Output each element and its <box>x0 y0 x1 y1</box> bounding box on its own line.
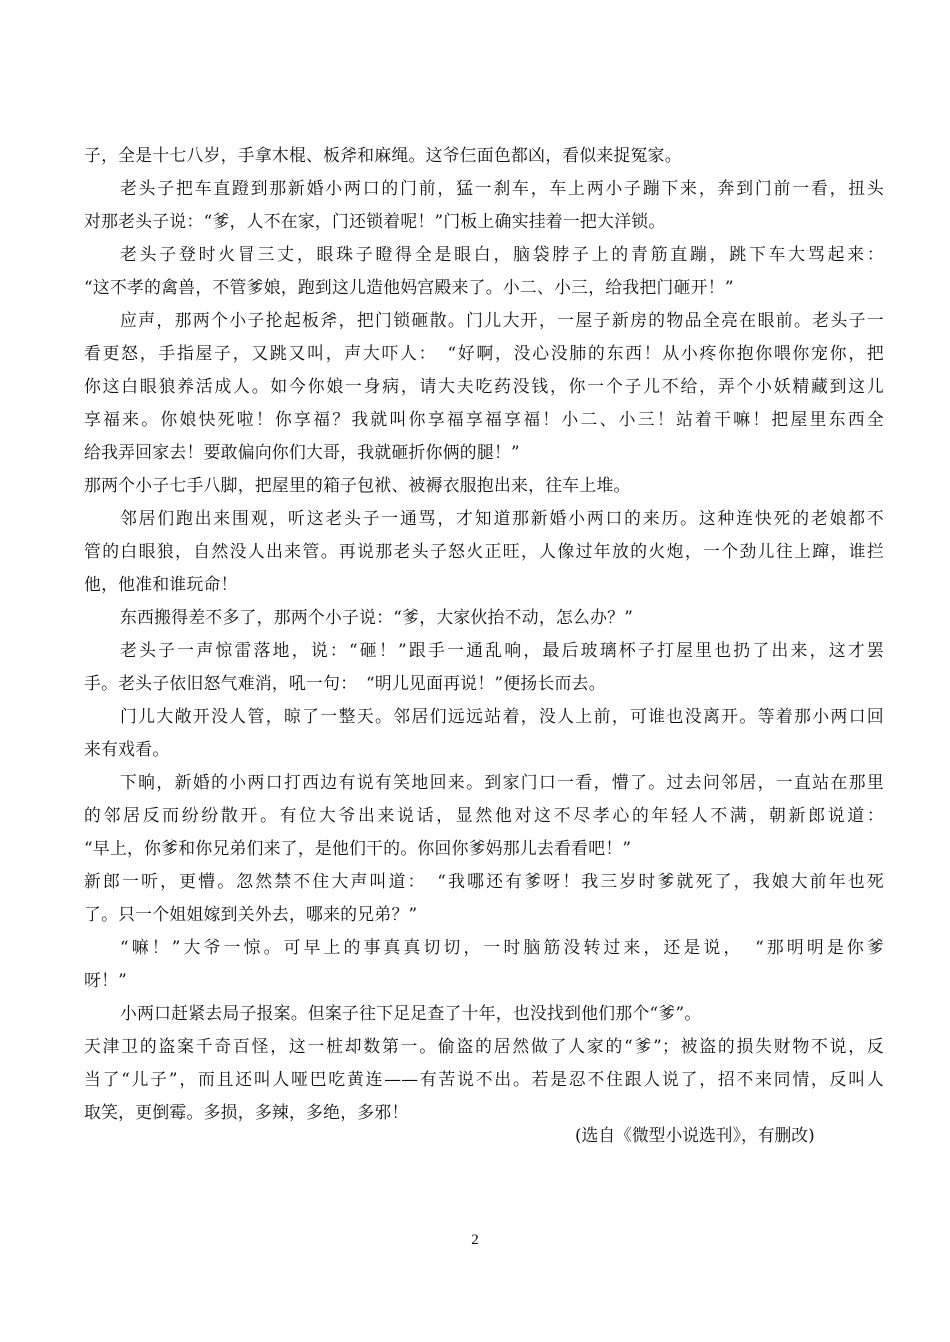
text-line: 应声，那两个小子抡起板斧，把门锁砸散。门儿大开，一屋子新房的物品全亮在眼前。老头子一 <box>120 310 884 330</box>
text-line: 老头子登时火冒三丈，眼珠子瞪得全是眼白，脑袋脖子上的青筋直蹦，跳下车大骂起来： <box>120 244 884 264</box>
text-line: 当了“儿子”，而且还叫人哑巴吃黄连——有苦说不出。若是忍不住跟人说了，招不来同情，反叫人 <box>84 1069 884 1089</box>
text-line: 那两个小子七手八脚，把屋里的箱子包袱、被褥衣服抱出来，往车上堆。 <box>84 475 631 495</box>
text-line: 享福来。你娘快死啦！你享福？我就叫你享福享福享福！小二、小三！站着干嘛！把屋里东西全 <box>84 409 884 429</box>
text-line: 子，全是十七八岁，手拿木棍、板斧和麻绳。这爷仨面色都凶，看似来捉冤家。 <box>84 145 682 165</box>
text-line: 了。只一个姐姐嫁到关外去，哪来的兄弟？” <box>84 904 418 924</box>
text-line: 的邻居反而纷纷散开。有位大爷出来说话，显然他对这不尽孝心的年轻人不满，朝新郎说道： <box>84 805 884 825</box>
text-line: 给我弄回家去！要敢偏向你们大哥，我就砸折你俩的腿！” <box>84 442 520 462</box>
text-line: 天津卫的盗案千奇百怪，这一桩却数第一。偷盗的居然做了人家的“爹”；被盗的损失财物不说，反 <box>84 1036 884 1056</box>
text-line: “嘛！”大爷一惊。可早上的事真真切切，一时脑筋没转过来，还是说， “那明明是你爹 <box>120 937 884 957</box>
text-line: 老头子把车直蹬到那新婚小两口的门前，猛一刹车，车上两小子蹦下来，奔到门前一看，扭头 <box>120 178 884 198</box>
text-line: 门儿大敞开没人管，晾了一整天。邻居们远远站着，没人上前，可谁也没离开。等着那小两口回 <box>120 706 884 726</box>
text-line: 手。老头子依旧怒气难消，吼一句： “明儿见面再说！”便扬长而去。 <box>84 673 606 693</box>
text-line: “早上，你爹和你兄弟们来了，是他们干的。你回你爹妈那儿去看看吧！” <box>84 838 632 858</box>
text-line: 他，他准和谁玩命！ <box>84 574 238 594</box>
text-line: 管的白眼狼，自然没人出来管。再说那老头子怒火正旺，人像过年放的火炮，一个劲儿往上蹿，谁拦 <box>84 541 884 561</box>
text-line: 对那老头子说：“爹，人不在家，门还锁着呢！”门板上确实挂着一把大洋锁。 <box>84 211 666 231</box>
text-line: 来有戏看。 <box>84 739 170 759</box>
text-line: “这不孝的禽兽，不管爹娘，跑到这儿造他妈宫殿来了。小二、小三，给我把门砸开！” <box>84 277 734 297</box>
source-citation: (选自《微型小说选刊》，有删改) <box>575 1125 815 1145</box>
text-line: 邻居们跑出来围观，听这老头子一通骂，才知道那新婚小两口的来历。这种连快死的老娘都不 <box>120 508 884 528</box>
text-line: 新郎一听，更懵。忽然禁不住大声叫道： “我哪还有爹呀！我三岁时爹就死了，我娘大前年也死 <box>84 871 884 891</box>
page-number: 2 <box>471 1232 479 1248</box>
text-line: 下晌，新婚的小两口打西边有说有笑地回来。到家门口一看，懵了。过去问邻居，一直站在那里 <box>120 772 884 792</box>
text-line: 东西搬得差不多了，那两个小子说：“爹，大家伙抬不动，怎么办？” <box>120 607 634 627</box>
text-line: 呀！” <box>84 970 128 990</box>
text-line: 看更怒，手指屋子，又跳又叫，声大吓人： “好啊，没心没肺的东西！从小疼你抱你喂你宠你，把 <box>84 343 884 363</box>
text-line: 你这白眼狼养活成人。如今你娘一身病，请大夫吃药没钱，你一个子儿不给，弄个小妖精藏到这儿 <box>84 376 884 396</box>
text-line: 取笑，更倒霉。多损，多辣，多绝，多邪！ <box>84 1102 409 1122</box>
text-line: 小两口赶紧去局子报案。但案子往下足足查了十年，也没找到他们那个“爹”。 <box>120 1003 702 1023</box>
text-line: 老头子一声惊雷落地，说：“砸！”跟手一通乱响，最后玻璃杯子打屋里也扔了出来，这才罢 <box>120 640 884 660</box>
